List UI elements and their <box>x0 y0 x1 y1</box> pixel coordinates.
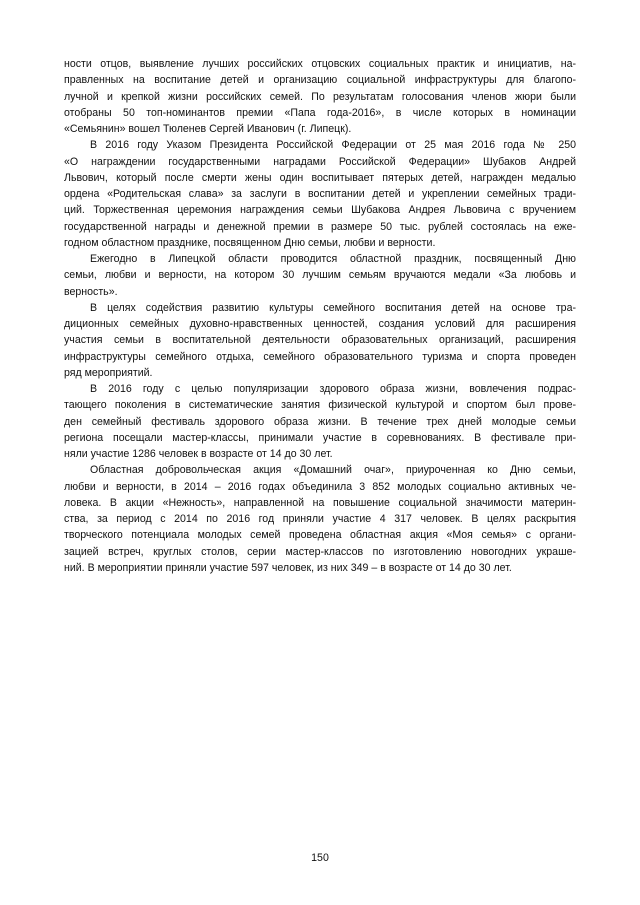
text-line: творческого потенциала молодых семей проведена областная акция «Моя семья» с органи- <box>64 529 576 542</box>
text-line: ловека. В акции «Нежность», направленной на повышение социальной значимости материн- <box>64 496 576 509</box>
text-line: отобраны 50 топ-номинантов премии «Папа года-2016», в числе которых в номинации <box>64 106 576 119</box>
text-line: зацией встреч, круглых столов, серии мастер-классов по изготовлению новогодних украше- <box>64 545 576 558</box>
text-line: годном областном празднике, посвященном Дню семьи, любви и верности. <box>64 236 436 249</box>
text-line: государственной награды и денежной премии в размере 50 тыс. рублей состоялась на еже- <box>64 220 576 233</box>
paragraph <box>64 381 576 462</box>
text-line: Областная добровольческая акция «Домашний очаг», приуроченная ко Дню семьи, <box>90 464 576 477</box>
paragraph <box>64 300 576 381</box>
text-line: В 2016 году с целью популяризации здорового образа жизни, вовлечения подрас- <box>90 383 576 395</box>
text-line: ден семейный фестиваль здорового образа жизни. В течение трех дней молодые семьи <box>64 415 576 428</box>
text-line: ордена «Родительская слава» за заслуги в воспитании детей и укреплении семейных тради- <box>64 188 576 200</box>
text-line: ства, за период с 2014 по 2016 год приняли участие 4 317 человек. В целях раскрытия <box>64 513 576 525</box>
text-line: диционных семейных духовно-нравственных ценностей, создания условий для расширения <box>64 318 576 330</box>
text-line: «Семьянин» вошел Тюленев Сергей Иванович (г. Липецк). <box>64 123 352 135</box>
page-number: 150 <box>311 852 329 864</box>
text-line: ций. Торжественная церемония награждения семьи Шубакова Андрея Львовича с вручением <box>64 204 576 217</box>
text-line: Львович, который после смерти жены один воспитывает пятерых детей, награжден медалью <box>64 171 576 184</box>
text-line: правленных на воспитание детей и организацию социальной инфраструктуры для благопо- <box>64 74 576 87</box>
paragraph <box>64 462 576 576</box>
text-line: В целях содействия развитию культуры семейного воспитания детей на основе тра- <box>90 301 576 314</box>
text-line: В 2016 году Указом Президента Российской Федерации от 25 мая 2016 года № 250 <box>90 139 576 152</box>
text-line: любви и верности, в 2014 – 2016 годах объединила 3 852 молодых социально активных че- <box>64 480 576 493</box>
paragraph <box>64 56 576 137</box>
text-line: семьи, любви и верности, на котором 30 лучшим семьям вручаются медали «За любовь и <box>64 269 576 282</box>
text-line: лучной и крепкой жизни российских семей. По результатам голосования членов жюри были <box>64 90 576 103</box>
text-line: верность». <box>64 285 118 298</box>
text-line: ний. В мероприятии приняли участие 597 человек, из них 349 – в возрасте от 14 до 30 лет. <box>64 561 512 574</box>
text-line: тающего поколения в систематические занятия физической культурой и спортом был прове- <box>64 399 576 412</box>
text-line: ряд мероприятий. <box>64 366 153 379</box>
text-line: инфраструктуры семейного отдыха, семейного образовательного туризма и спорта проведен <box>64 350 576 363</box>
text-line: участия семьи в воспитательной деятельности образовательных организаций, расширения <box>64 334 576 347</box>
paragraph <box>64 251 576 300</box>
document-body <box>64 56 576 576</box>
paragraph <box>64 137 576 251</box>
text-line: ности отцов, выявление лучших российских отцовских социальных практик и инициатив, на- <box>64 58 576 70</box>
text-line: Ежегодно в Липецкой области проводится областной праздник, посвященный Дню <box>90 253 576 265</box>
text-line: региона посещали мастер-классы, принимали участие в соревнованиях. В фестивале при- <box>64 431 576 444</box>
text-line: няли участие 1286 человек в возрасте от 14 до 30 лет. <box>64 448 333 460</box>
text-line: «О награждении государственными наградами Российской Федерации» Шубаков Андрей <box>64 155 576 168</box>
